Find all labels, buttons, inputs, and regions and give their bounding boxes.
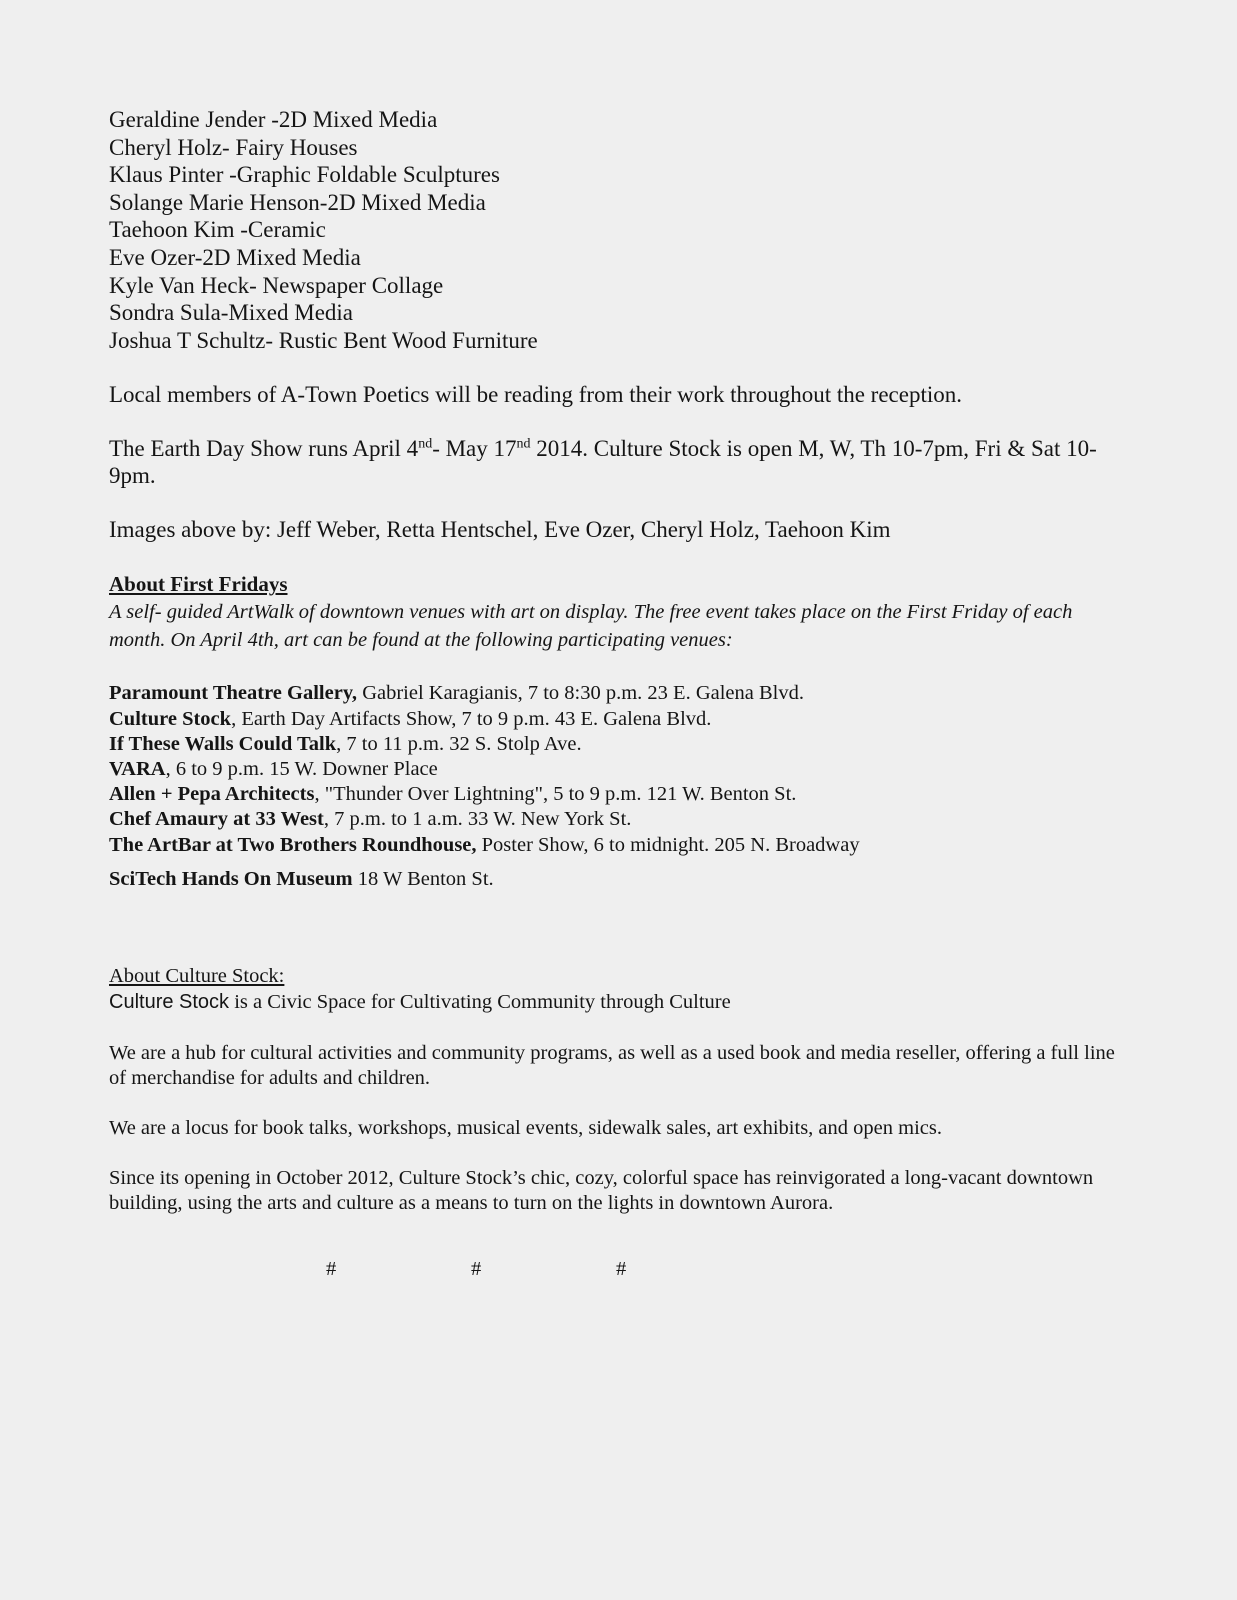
artist-item: Solange Marie Henson-2D Mixed Media bbox=[109, 189, 486, 215]
culture-stock-tagline bbox=[109, 989, 1129, 1016]
show-dates-text: - May 17 bbox=[432, 436, 517, 462]
ordinal-suffix: nd bbox=[418, 436, 433, 452]
venue-details: Poster Show, 6 to midnight. 205 N. Broadway bbox=[476, 833, 860, 856]
venue-name: SciTech Hands On Museum bbox=[109, 867, 353, 890]
venue-item bbox=[109, 833, 1129, 858]
end-marks bbox=[0, 1258, 1237, 1288]
culture-stock-heading: About Culture Stock: bbox=[109, 964, 285, 987]
venue-item bbox=[109, 807, 1129, 832]
first-fridays-heading: About First Fridays bbox=[109, 572, 288, 597]
artist-item: Eve Ozer-2D Mixed Media bbox=[109, 244, 361, 270]
venue-details: , 7 to 11 p.m. 32 S. Stolp Ave. bbox=[336, 732, 582, 755]
venue-item bbox=[109, 681, 1129, 706]
venue-name: VARA bbox=[109, 757, 166, 780]
culture-stock-paragraph: We are a hub for cultural activities and community programs, as well as a used book and media reseller, offering a full line of merchandise for adults and children. bbox=[109, 1041, 1115, 1089]
venue-name: Chef Amaury at 33 West bbox=[109, 808, 324, 831]
venue-details: , "Thunder Over Lightning", 5 to 9 p.m. 121 W. Benton St. bbox=[314, 783, 797, 806]
venue-name: Paramount Theatre Gallery, bbox=[109, 682, 358, 705]
document-page bbox=[109, 106, 1129, 1216]
end-mark: # bbox=[616, 1258, 627, 1280]
venue-item bbox=[109, 757, 1129, 782]
artist-item: Taehoon Kim -Ceramic bbox=[109, 217, 326, 243]
venue-name: Allen + Pepa Architects bbox=[109, 783, 315, 806]
first-fridays-description: A self- guided ArtWalk of downtown venues with art on display. The free event takes place on the First Friday of each month. On April 4th, art can be found at the following participating venues: bbox=[109, 601, 1073, 652]
culture-stock-paragraph: We are a locus for book talks, workshops, musical events, sidewalk sales, art exhibits, and open mics. bbox=[109, 1116, 942, 1139]
venue-name: The ArtBar at Two Brothers Roundhouse, bbox=[109, 833, 477, 856]
artist-item: Kyle Van Heck- Newspaper Collage bbox=[109, 272, 444, 298]
end-mark: # bbox=[471, 1258, 482, 1280]
venue-list bbox=[109, 681, 1129, 892]
images-credit: Images above by: Jeff Weber, Retta Hentschel, Eve Ozer, Cheryl Holz, Taehoon Kim bbox=[109, 517, 891, 543]
ordinal-suffix: nd bbox=[516, 436, 531, 452]
venue-name: If These Walls Could Talk bbox=[109, 732, 337, 755]
venue-item bbox=[109, 867, 1129, 892]
artist-item: Joshua T Schultz- Rustic Bent Wood Furniture bbox=[109, 327, 538, 353]
venue-item bbox=[109, 732, 1129, 757]
venue-details: Gabriel Karagianis, 7 to 8:30 p.m. 23 E. Galena Blvd. bbox=[357, 682, 804, 705]
show-dates-paragraph bbox=[109, 435, 1129, 489]
show-dates-text: 2014. Culture Stock is open M, W, Th 10-7pm, Fri & Sat 10-9pm. bbox=[109, 436, 1097, 489]
venue-details: , 6 to 9 p.m. 15 W. Downer Place bbox=[165, 757, 438, 780]
venue-item bbox=[109, 782, 1129, 807]
tagline-lead: Culture Stock bbox=[109, 990, 230, 1013]
venue-name: Culture Stock bbox=[109, 707, 232, 730]
venue-details: 18 W Benton St. bbox=[352, 867, 494, 890]
end-mark: # bbox=[326, 1258, 337, 1280]
venue-details: , Earth Day Artifacts Show, 7 to 9 p.m. 43 E. Galena Blvd. bbox=[231, 707, 712, 730]
artist-item: Klaus Pinter -Graphic Foldable Sculptures bbox=[109, 162, 500, 188]
tagline-rest: is a Civic Space for Cultivating Community through Culture bbox=[229, 990, 731, 1013]
artist-item: Cheryl Holz- Fairy Houses bbox=[109, 134, 358, 160]
venue-details: , 7 p.m. to 1 a.m. 33 W. New York St. bbox=[323, 808, 632, 831]
artist-item: Sondra Sula-Mixed Media bbox=[109, 300, 354, 326]
show-dates-text: The Earth Day Show runs April 4 bbox=[109, 436, 419, 462]
artist-item: Geraldine Jender -2D Mixed Media bbox=[109, 107, 438, 132]
venue-item bbox=[109, 707, 1129, 732]
artist-list bbox=[109, 106, 1129, 354]
poetics-paragraph: Local members of A-Town Poetics will be reading from their work throughout the reception. bbox=[109, 382, 962, 408]
culture-stock-paragraph: Since its opening in October 2012, Culture Stock’s chic, cozy, colorful space has reinvigorated a long-vacant downtown building, using the arts and culture as a means to turn on the lights in downtown Aurora. bbox=[109, 1166, 1094, 1214]
